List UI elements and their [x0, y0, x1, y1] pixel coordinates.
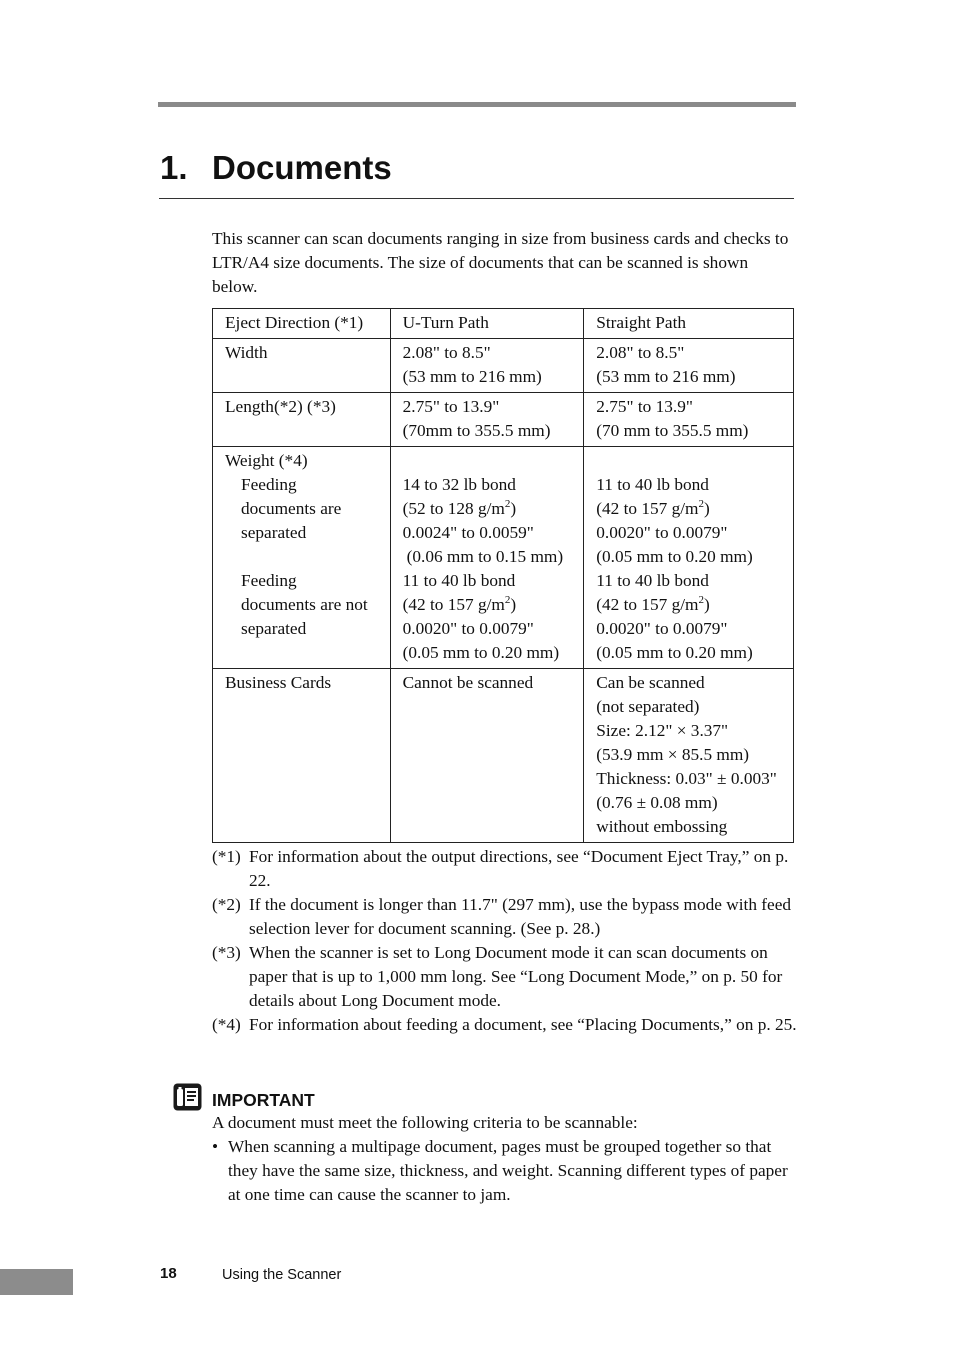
separated-label-2: documents are [241, 499, 342, 518]
straight-sep-bond: 11 to 40 lb bond [596, 475, 709, 494]
separated-label-3: separated [241, 523, 307, 542]
length-straight-mm: (70 mm to 355.5 mm) [596, 421, 749, 440]
row-label-length: Length(*2) (*3) [213, 393, 391, 447]
page-number: 18 [160, 1265, 177, 1282]
width-uturn-mm: (53 mm to 216 mm) [402, 367, 542, 386]
bc-line-4: (53.9 mm × 85.5 mm) [596, 745, 750, 764]
important-note-icon [173, 1083, 202, 1111]
length-straight [584, 393, 794, 447]
important-heading: IMPORTANT [212, 1090, 315, 1110]
table-row-business-cards [213, 669, 794, 843]
uturn-sep-gsm: (52 to 128 $g/m^2$) [402, 498, 517, 518]
weight-straight [584, 447, 794, 669]
uturn-nosep-bond: 11 to 40 lb bond [402, 571, 516, 590]
bc-line-6: (0.76 ± 0.08 mm) [596, 793, 718, 812]
not-separated-label-3: separated [241, 619, 307, 638]
straight-nosep-thick-in: 0.0020" to 0.0079" [596, 619, 728, 638]
straight-nosep-bond: 11 to 40 lb bond [596, 571, 709, 590]
footnote: (*2) If the document is longer than 11.7" (297 mm), use the bypass mode with feed selection lever for document scanning. (See p. 28.) [212, 895, 792, 938]
weight-uturn [390, 447, 584, 669]
header-uturn-path: U-Turn Path [390, 309, 584, 339]
bc-line-2: (not separated) [596, 697, 700, 716]
length-uturn-in: 2.75" to 13.9" [402, 397, 500, 416]
uturn-nosep-thick-in: 0.0020" to 0.0079" [402, 619, 534, 638]
document-size-table [212, 308, 794, 843]
bc-line-1: Can be scanned [596, 673, 705, 692]
table-row-width [213, 339, 794, 393]
weight-label: Weight (*4) [225, 451, 308, 470]
important-list [212, 1135, 797, 1207]
footnote: (*3) When the scanner is set to Long Document mode it can scan documents on paper that is up to 1,000 mm long. See “Long Document Mode,” on p. 50 for details about Long Document mode. [212, 943, 783, 1010]
width-straight-in: 2.08" to 8.5" [596, 343, 685, 362]
uturn-nosep-gsm: (42 to 157 $g/m^2$) [402, 594, 517, 614]
row-label-width: Width [213, 339, 391, 393]
straight-sep-gsm: (42 to 157 $g/m^2$) [596, 498, 710, 518]
row-label-weight [213, 447, 391, 669]
header-straight-path: Straight Path [584, 309, 794, 339]
top-rule [158, 102, 796, 107]
section-number: 1. [160, 149, 188, 186]
bc-line-7: without embossing [596, 817, 728, 836]
length-uturn [390, 393, 584, 447]
important-text: A document must meet the following criteria to be scannable: [212, 1113, 638, 1132]
uturn-sep-thick-mm: (0.06 mm to 0.15 mm) [406, 547, 564, 566]
business-cards-uturn: Cannot be scanned [390, 669, 584, 843]
intro-paragraph: This scanner can scan documents ranging in size from business cards and checks to LTR/A4 size documents. The size of documents that can be scanned is shown below. [212, 229, 789, 296]
title-rule [159, 198, 794, 199]
footnote: (*1) For information about the output directions, see “Document Eject Tray,” on p. 22. [212, 847, 789, 890]
not-separated-label-2: documents are not [241, 595, 368, 614]
uturn-sep-thick-in: 0.0024" to 0.0059" [402, 523, 534, 542]
uturn-nosep-thick-mm: (0.05 mm to 0.20 mm) [402, 643, 560, 662]
length-straight-in: 2.75" to 13.9" [596, 397, 693, 416]
header-eject-direction: Eject Direction (*1) [213, 309, 391, 339]
width-uturn [390, 339, 584, 393]
length-uturn-mm: (70mm to 355.5 mm) [402, 421, 551, 440]
width-straight-mm: (53 mm to 216 mm) [596, 367, 736, 386]
row-label-business-cards: Business Cards [213, 669, 391, 843]
table-header-row [213, 309, 794, 339]
bc-line-3: Size: 2.12" × 3.37" [596, 721, 729, 740]
footnote: (*4) For information about feeding a document, see “Placing Documents,” on p. 25. [212, 1015, 797, 1034]
business-cards-straight [584, 669, 794, 843]
footer-label: Using the Scanner [222, 1267, 342, 1283]
list-item: • When scanning a multipage document, pages must be grouped together so that they have the same size, thickness, and weight. Scanning different types of paper at one time can cause the scanner to jam. [212, 1137, 788, 1204]
separated-label-1: Feeding [241, 475, 297, 494]
section-title: Documents [212, 149, 392, 186]
width-straight [584, 339, 794, 393]
uturn-sep-bond: 14 to 32 lb bond [402, 475, 516, 494]
width-uturn-in: 2.08" to 8.5" [402, 343, 491, 362]
straight-nosep-thick-mm: (0.05 mm to 0.20 mm) [596, 643, 753, 662]
bullet-mark: • [212, 1137, 219, 1156]
straight-sep-thick-in: 0.0020" to 0.0079" [596, 523, 728, 542]
footnotes [212, 845, 797, 1037]
bc-line-5: Thickness: 0.03" ± 0.003" [596, 769, 777, 788]
table-row-length [213, 393, 794, 447]
not-separated-label-1: Feeding [241, 571, 297, 590]
table-row-weight [213, 447, 794, 669]
footer-tab-bar [0, 1269, 73, 1295]
straight-nosep-gsm: (42 to 157 $g/m^2$) [596, 594, 710, 614]
straight-sep-thick-mm: (0.05 mm to 0.20 mm) [596, 547, 753, 566]
page-title [160, 146, 392, 190]
